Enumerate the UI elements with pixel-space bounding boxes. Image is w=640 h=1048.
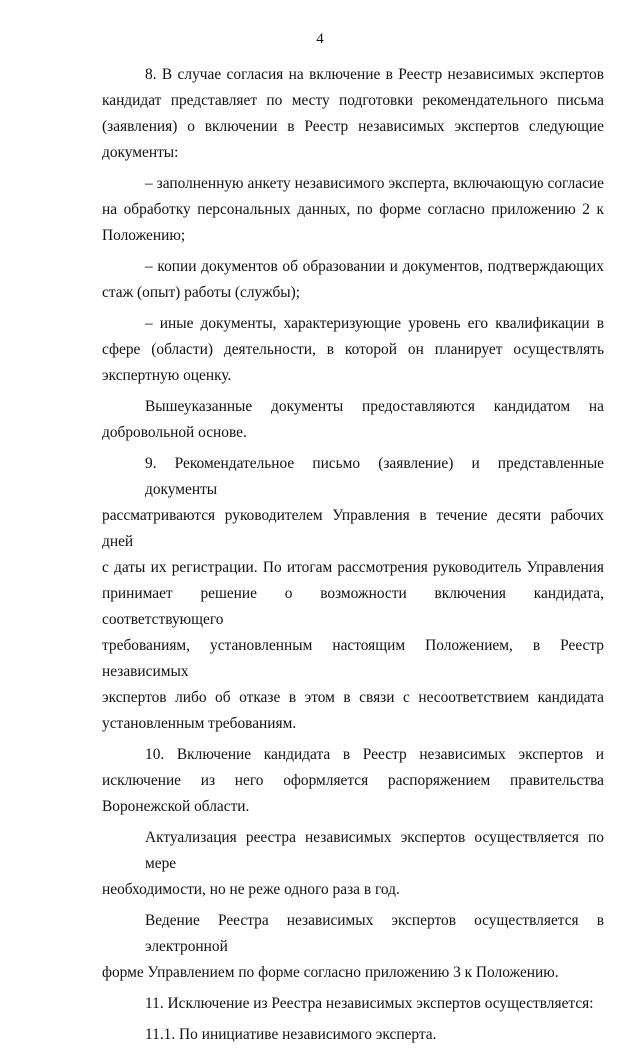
text-line: необходимости, но не реже одного раза в год. — [102, 881, 400, 898]
paragraph-registry-maintenance — [102, 908, 604, 986]
text-line: стаж (опыт) работы (службы); — [102, 284, 301, 301]
list-item-education-copies — [102, 254, 604, 306]
list-item-questionnaire — [102, 171, 604, 249]
paragraph-8 — [102, 62, 604, 166]
paragraph-voluntary-note — [102, 394, 604, 446]
text-line: добровольной основе. — [102, 424, 247, 441]
text-line: с даты их регистрации. По итогам рассмотрения руководитель Управления — [102, 559, 604, 576]
text-line: Ведение Реестра независимых экспертов осуществляется в электронной — [145, 912, 604, 955]
text-line: Положению; — [102, 227, 186, 244]
paragraph-11-1 — [102, 1022, 604, 1048]
text-line: форме Управлением по форме согласно приложению 3 к Положению. — [102, 964, 559, 981]
text-line: 10. Включение кандидата в Реестр независимых экспертов и — [145, 746, 604, 763]
text-line: экспертную оценку. — [102, 367, 232, 384]
text-line: (заявления) о включении в Реестр независимых экспертов следующие — [102, 118, 604, 135]
text-line: экспертов либо об отказе в этом в связи с несоответствием кандидата — [102, 689, 604, 706]
text-line: Актуализация реестра независимых экспертов осуществляется по мере — [145, 829, 604, 872]
text-line: документы: — [102, 144, 179, 161]
text-line: 8. В случае согласия на включение в Реестр независимых экспертов — [145, 66, 604, 83]
text-line: требованиям, установленным настоящим Положением, в Реестр независимых — [102, 637, 604, 680]
text-line: Вышеуказанные документы предоставляются кандидатом на — [145, 398, 604, 415]
paragraph-registry-update — [102, 825, 604, 903]
text-line: установленным требованиям. — [102, 715, 297, 732]
text-line: сфере (области) деятельности, в которой он планирует осуществлять — [102, 341, 604, 358]
text-line: Воронежской области. — [102, 798, 250, 815]
text-line: рассматриваются руководителем Управления в течение десяти рабочих дней — [102, 507, 604, 550]
text-line: на обработку персональных данных, по форме согласно приложению 2 к — [102, 201, 604, 218]
text-line: – заполненную анкету независимого эксперта, включающую согласие — [145, 175, 604, 192]
text-line: кандидат представляет по месту подготовки рекомендательного письма — [102, 92, 604, 109]
text-line: принимает решение о возможности включения кандидата, соответствующего — [102, 585, 604, 628]
paragraph-10 — [102, 742, 604, 820]
document-body — [102, 62, 604, 1048]
paragraph-11 — [102, 991, 604, 1017]
text-line: – иные документы, характеризующие уровень его квалификации в — [145, 315, 604, 332]
text-line: 11.1. По инициативе независимого эксперта. — [145, 1026, 437, 1043]
text-line: 9. Рекомендательное письмо (заявление) и представленные документы — [145, 455, 604, 498]
text-line: исключение из него оформляется распоряжением правительства — [102, 772, 604, 789]
page-number: 4 — [316, 31, 324, 47]
list-item-other-documents — [102, 311, 604, 389]
text-line: – копии документов об образовании и документов, подтверждающих — [145, 258, 604, 275]
text-line: 11. Исключение из Реестра независимых экспертов осуществляется: — [145, 995, 594, 1012]
paragraph-9 — [102, 451, 604, 737]
